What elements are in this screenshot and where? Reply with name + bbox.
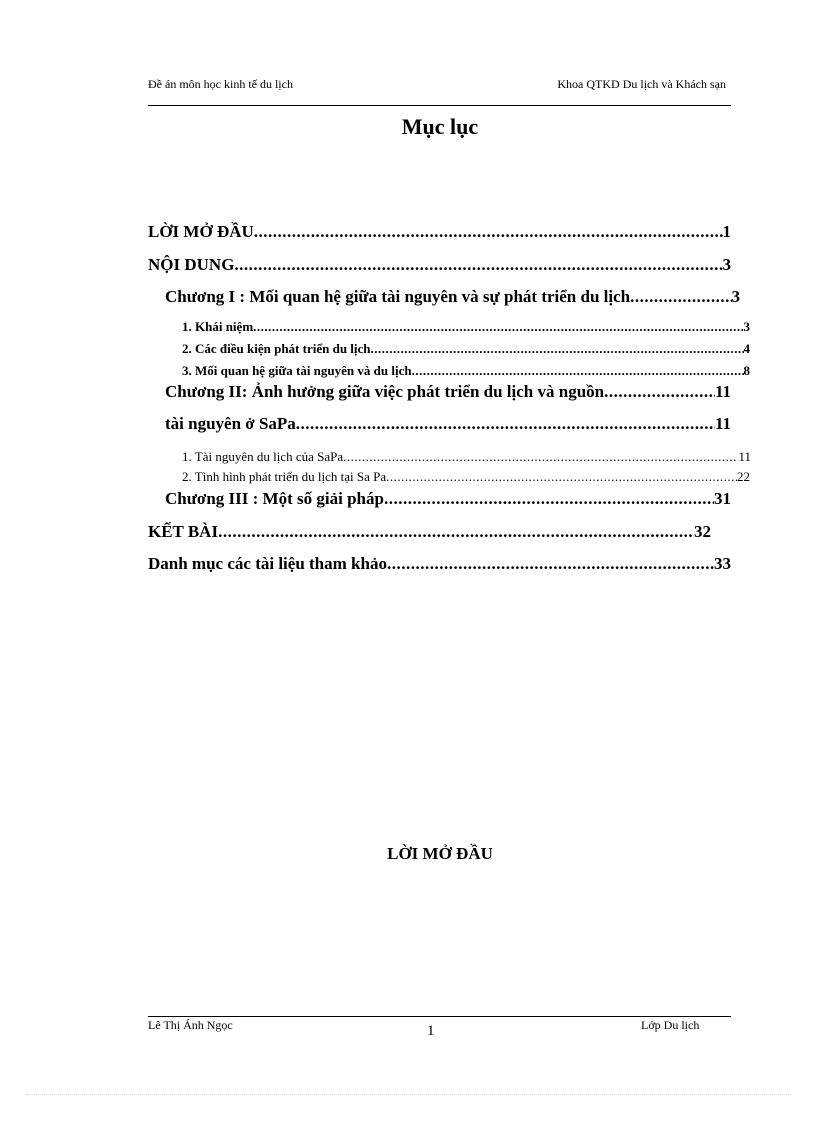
toc-entry-tinh-hinh[interactable]	[182, 469, 750, 485]
toc-entry-chuong-2-cont[interactable]	[165, 414, 731, 434]
toc-entry-label: Danh mục các tài liệu tham khảo	[148, 554, 387, 573]
toc-leader-dots	[218, 522, 694, 542]
toc-entry-page: 33	[714, 554, 731, 573]
toc-entry-tai-nguyen-sapa[interactable]	[182, 449, 751, 465]
header-faculty: Khoa QTKD Du lịch và Khách sạn	[557, 77, 726, 91]
toc-leader-dots	[387, 554, 714, 574]
toc-entry-page: 1	[722, 222, 731, 241]
toc-entry-page: 11	[714, 382, 731, 401]
toc-leader-dots	[296, 414, 715, 434]
toc-entry-page: 11	[738, 449, 751, 464]
toc-entry-noi-dung[interactable]	[148, 255, 731, 275]
toc-entry-page: 3	[731, 287, 740, 306]
toc-entry-label: Chương III : Một số giải pháp	[165, 489, 384, 508]
toc-entry-label: 3. Mối quan hệ giữa tài nguyên và du lịch	[182, 363, 412, 378]
toc-entry-chuong-3[interactable]	[165, 489, 731, 509]
toc-entry-ket-bai[interactable]	[148, 522, 711, 542]
toc-entry-page: 8	[743, 363, 750, 378]
toc-entry-label: 1. Khái niệm	[182, 319, 254, 334]
footer-rule	[148, 1016, 731, 1017]
toc-entry-label: NỘI DUNG	[148, 255, 235, 274]
toc-entry-page: 22	[737, 469, 750, 484]
toc-entry-label: 1. Tài nguyên du lịch của SaPa	[182, 449, 344, 464]
toc-entry-page: 32	[694, 522, 711, 541]
toc-entry-label: LỜI MỞ ĐẦU	[148, 222, 254, 241]
toc-leader-dots	[234, 255, 722, 275]
toc-entry-page: 4	[743, 341, 750, 356]
footer-class: Lớp Du lịch	[641, 1018, 700, 1032]
toc-entry-khai-niem[interactable]	[182, 319, 750, 335]
header-course-title: Đề án môn học kinh tế du lịch	[148, 77, 293, 91]
toc-entry-tai-lieu[interactable]	[148, 554, 731, 574]
toc-entry-chuong-1[interactable]	[165, 287, 740, 307]
toc-title: Mục lục	[401, 114, 479, 139]
toc-leader-dots	[384, 489, 714, 509]
toc-leader-dots	[630, 287, 731, 307]
toc-leader-dots	[343, 449, 738, 465]
toc-leader-dots	[254, 222, 723, 242]
toc-entry-label: KẾT BÀI	[148, 522, 219, 541]
toc-entry-loi-mo-dau[interactable]	[148, 222, 731, 242]
toc-leader-dots	[412, 363, 744, 379]
toc-entry-label: Chương I : Mối quan hệ giữa tài nguyên và sự phát triển du lịch	[165, 287, 631, 306]
toc-leader-dots	[386, 469, 737, 485]
toc-entry-label: Chương II: Ảnh hưởng giữa việc phát triển du lịch và nguồn	[165, 382, 605, 401]
toc-entry-label: tài nguyên ở SaPa	[165, 414, 296, 433]
toc-entry-moi-quan-he[interactable]	[182, 363, 750, 379]
toc-entry-dieu-kien[interactable]	[182, 341, 750, 357]
toc-entry-chuong-2[interactable]	[165, 382, 731, 402]
footer-page-number: 1	[427, 1023, 435, 1039]
header-rule	[148, 105, 731, 106]
toc-entry-label: 2. Tình hình phát triển du lịch tại Sa Pa	[182, 469, 387, 484]
section-heading: LỜI MỞ ĐẦU	[387, 844, 493, 863]
toc-entry-label: 2. Các điều kiện phát triển du lịch	[182, 341, 371, 356]
toc-entry-page: 31	[714, 489, 731, 508]
toc-leader-dots	[371, 341, 744, 357]
toc-entry-page: 3	[722, 255, 731, 274]
toc-entry-page: 3	[743, 319, 750, 334]
toc-leader-dots	[253, 319, 743, 335]
toc-leader-dots	[604, 382, 715, 402]
footer-author: Lê Thị Ánh Ngọc	[148, 1018, 233, 1032]
page-bottom-edge	[25, 1094, 791, 1095]
toc-entry-page: 11	[714, 414, 731, 433]
